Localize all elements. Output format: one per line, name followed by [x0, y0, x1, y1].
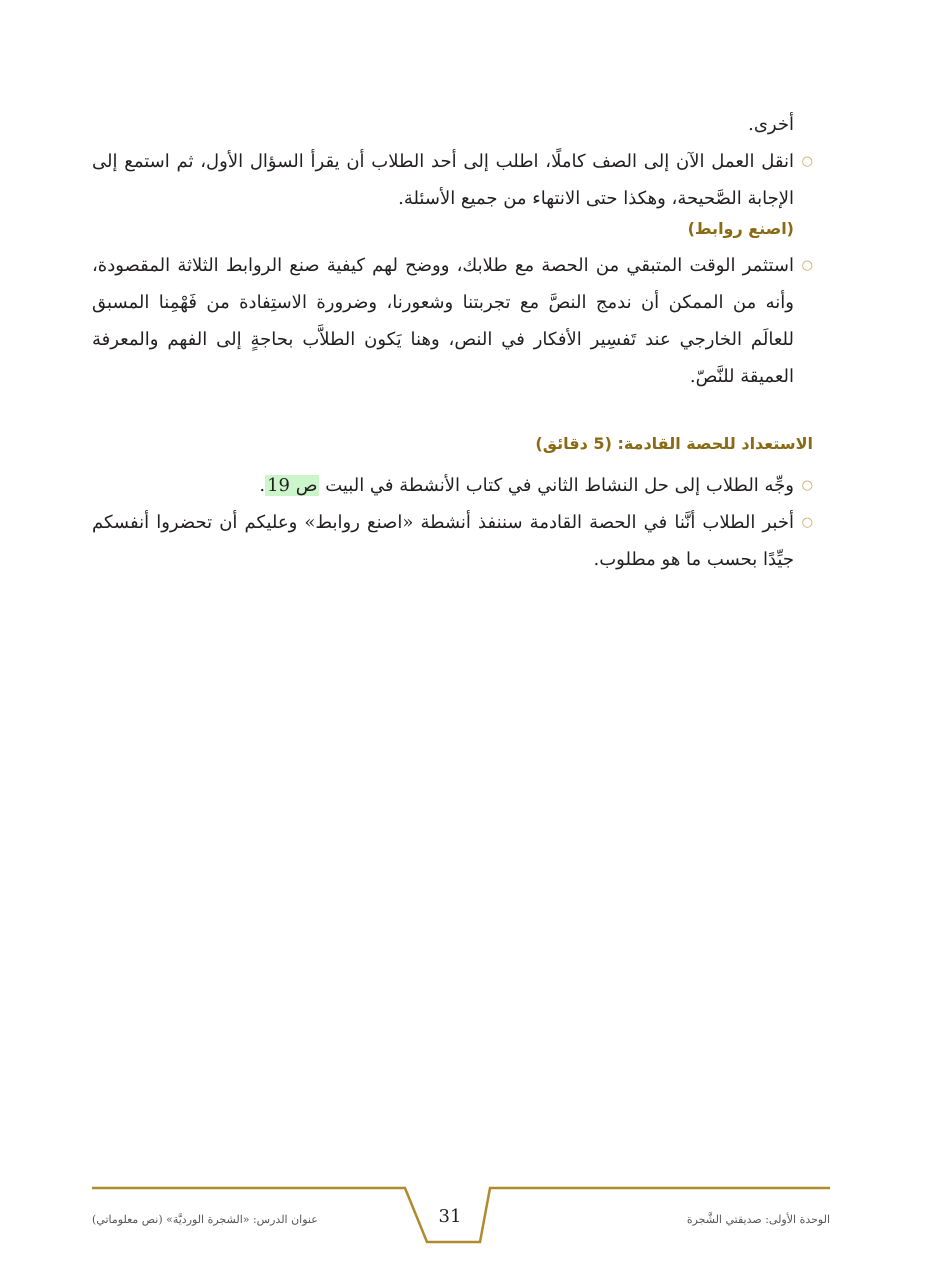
- bullet-text: انقل العمل الآن إلى الصف كاملًا، اطلب إلى أحد الطلاب أن يقرأ السؤال الأول، ثم استمع إلى الإجابة الصَّحيحة، وهكذا حتى الانتهاء من جميع الأسئلة.: [92, 151, 794, 209]
- list-item: [92, 143, 813, 217]
- list-item: [92, 504, 813, 578]
- bullet-text: [92, 467, 794, 504]
- continued-line: أخرى.: [748, 114, 794, 135]
- bullet-text: استثمر الوقت المتبقي من الحصة مع طلابك، ووضح لهم كيفية صنع الروابط الثلاثة المقصودة، وأنه من الممكن أن ندمج النصَّ مع تجربتنا وشعورنا، وضرورة الاستِفادة من فَهْمِنا المسبق للعالَم الخارجي عند تَفسِير الأفكار في النص، وهنا يَكون الطلاَّب بحاجةٍ إلى الفهم والمعرفة العميقة للنَّصّ.: [92, 255, 794, 387]
- footer-unit-title: الوحدة الأولى: صديقتي الشَّجرة: [686, 1213, 830, 1226]
- list-item: [92, 247, 813, 395]
- subheading-make-connections: (اصنع روابط): [687, 219, 794, 238]
- bullet-circle-icon: ○: [801, 515, 813, 530]
- bullet-text: أخبر الطلاب أنَّنا في الحصة القادمة سننفذ أنشطة «اصنع روابط» وعليكم أن تحضروا أنفسكم جيِّدًا بحسب ما هو مطلوب.: [92, 512, 794, 570]
- list-item: [92, 467, 813, 504]
- footer-lesson-title: عنوان الدرس: «الشجرة الورديَّة» (نص معلوماتي): [92, 1213, 318, 1226]
- homework-text: وجِّه الطلاب إلى حل النشاط الثاني في كتاب الأنشطة في البيت: [325, 475, 794, 496]
- section-heading: الاستعداد للحصة القادمة: (5 دقائق): [535, 434, 813, 453]
- page-number: 31: [438, 1206, 462, 1227]
- bullet-circle-icon: ○: [801, 478, 813, 493]
- page-ref-highlight: ص 19: [267, 475, 318, 496]
- end-period: .: [259, 475, 266, 496]
- bullet-circle-icon: ○: [801, 258, 813, 273]
- page-content: [92, 106, 813, 578]
- bullet-circle-icon: ○: [801, 154, 813, 169]
